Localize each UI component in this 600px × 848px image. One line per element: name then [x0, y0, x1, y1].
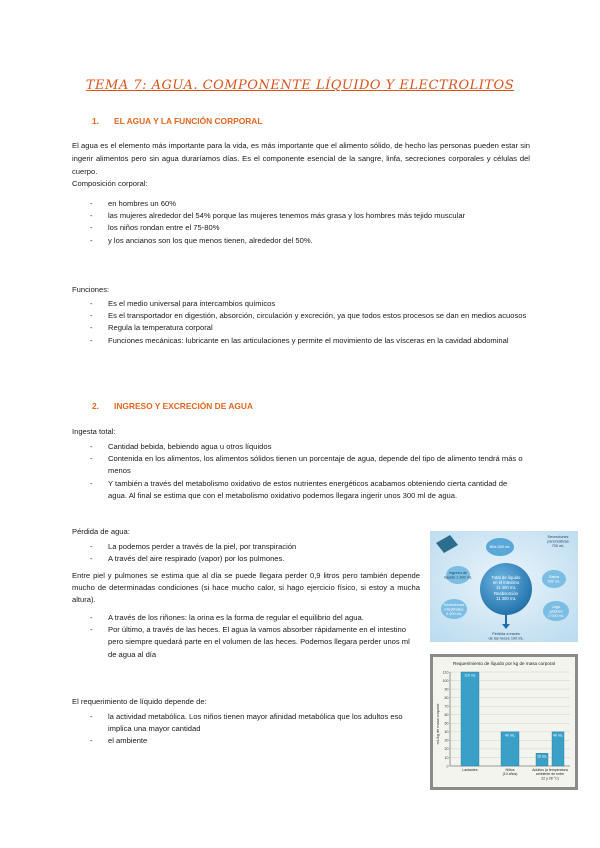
- loss-list: [90, 541, 420, 565]
- list-item: - Y también a través del metabolismo oxidativo de estos nutrientes energéticos acabamos obteniendo cierta cantidad de agua. Al final se estima que con el metabolismo oxidativo podemos llegara ingerir unos 300 ml de agua.: [90, 478, 528, 502]
- fluid-requirement-chart: [430, 654, 578, 790]
- loss-label: Pérdida de agua:: [72, 527, 130, 536]
- intake-list: [90, 441, 528, 502]
- section-1-number: 1.: [92, 116, 99, 126]
- y-tick-label: 60: [444, 713, 449, 718]
- intestinal-label: Secreciones: [443, 603, 465, 607]
- saliva-label: Saliva: [548, 575, 560, 579]
- x-category-label: (10 años): [502, 772, 518, 777]
- y-tick-label: 40: [444, 730, 449, 735]
- list-item: - Contenida en los alimentos, los alimentos sólidos tienen un porcentaje de agua, depende del tipo de alimento tendrá más o menos: [90, 453, 528, 477]
- bar-value-label: 40 mL: [553, 733, 563, 738]
- page-title: TEMA 7: AGUA. COMPONENTE LÍQUIDO Y ELECTROLITOS: [85, 78, 515, 93]
- functions-label: Funciones:: [72, 285, 110, 294]
- section-1-title: EL AGUA Y LA FUNCIÓN CORPORAL: [114, 116, 263, 126]
- x-category-label: Lactantes: [462, 768, 478, 772]
- functions-list: [90, 298, 528, 347]
- loss-list-2: [90, 612, 420, 661]
- requirement-list: [90, 711, 420, 748]
- center-line: Total de líquido: [491, 575, 521, 580]
- section-2-heading: [92, 401, 253, 411]
- y-tick-label: 100: [442, 678, 449, 683]
- center-line: en el intestino: [492, 580, 520, 585]
- intestinal-label: 3 000 mL: [446, 612, 462, 616]
- list-item: - La podemos perder a través de la piel, por transpiración: [90, 541, 420, 553]
- gastric-label: 2 000 mL: [548, 614, 564, 618]
- loss-label: de las heces 100 mL: [488, 636, 524, 641]
- bar-value-label: 110 mL: [464, 673, 476, 678]
- list-item: - A través del aire respirado (vapor) por los pulmones.: [90, 553, 420, 565]
- list-item: - Por último, a través de las heces. El agua la vamos absorber rápidamente en el intestino pero siempre quedará parte en el volumen de las heces. Podemos llegara perder unos ml de agua al día: [90, 624, 420, 661]
- saliva-label: 500 mL: [547, 579, 561, 584]
- y-tick-label: 80: [444, 695, 449, 700]
- y-tick-label: 20: [444, 747, 449, 752]
- intestinal-fluid-diagram: [430, 531, 578, 642]
- list-item: - Es el medio universal para intercambios químicos: [90, 298, 528, 310]
- center-line: 11 400 mL: [496, 585, 516, 590]
- list-item: - Cantidad bebida, bebiendo agua u otros líquidos: [90, 441, 528, 453]
- gastric-label: gástrico: [549, 609, 563, 614]
- list-item: - A través de los riñones: la orina es la forma de regular el equilibrio del agua.: [90, 612, 420, 624]
- y-tick-label: 70: [444, 704, 449, 709]
- loss-label: Pérdida a través: [492, 632, 520, 636]
- y-tick-label: 10: [444, 755, 449, 760]
- bar-value-label: 40 mL: [505, 733, 515, 738]
- loss-paragraph: Entre piel y pulmones se estima que al día se puede llegara perder 0,9 litros pero también depende mucho de determinadas condiciones (si hace mucho calor, si hago ejercicio físico, si estoy a mucha altura).: [72, 571, 420, 605]
- list-item: - los niños rondan entre el 75-80%: [90, 222, 528, 234]
- list-item: - Regula la temperatura corporal: [90, 322, 528, 334]
- y-tick-label: 90: [444, 687, 449, 692]
- pancreatic-label: pancreáticas: [547, 539, 569, 544]
- center-line: Reabsorción: [493, 591, 519, 596]
- bile-label: Bilis 500 mL: [489, 545, 511, 549]
- x-category-label: ambiente de entre: [535, 772, 565, 777]
- list-item: - el ambiente: [90, 735, 420, 747]
- intestinal-label: intestinales: [444, 607, 464, 612]
- list-item: - las mujeres alrededor del 54% porque las mujeres tenemos más grasa y los hombres más tejido muscular: [90, 210, 528, 222]
- list-item: - la actividad metabólica. Los niños tienen mayor afinidad metabólica que los adultos eso implica una mayor cantidad: [90, 711, 420, 735]
- list-item: - Es el transportador en digestión, absorción, circulación y excreción, ya que todos estos procesos se dan en medios acuosos: [90, 310, 528, 322]
- y-tick-label: 30: [444, 738, 449, 743]
- center-line: 11 300 mL: [496, 596, 516, 601]
- bar: [461, 672, 479, 766]
- bar-value-label: 15 mL: [537, 754, 547, 759]
- composition-list: [90, 198, 528, 247]
- gastric-label: Jugo: [551, 605, 561, 609]
- x-category-label: Adultos (a temperatura: [532, 768, 568, 772]
- ingest-label: Ingreso de: [449, 571, 467, 575]
- section-2-number: 2.: [92, 401, 99, 411]
- x-category-label: Niños: [505, 768, 515, 772]
- composition-label: Composición corporal:: [72, 179, 148, 188]
- intake-label: Ingesta total:: [72, 427, 116, 436]
- section-2-title: INGRESO Y EXCRECIÓN DE AGUA: [114, 401, 253, 411]
- list-item: - Funciones mecánicas: lubricante en las articulaciones y permite el movimiento de las vísceras en la cavidad abdominal: [90, 335, 528, 347]
- pancreatic-label: 700 mL: [551, 544, 565, 548]
- chart-title: Requerimiento de líquido por kg de masa corporal: [453, 661, 555, 666]
- y-tick-label: 0: [446, 764, 449, 769]
- section-1-heading: [92, 116, 262, 126]
- y-tick-label: 110: [442, 670, 449, 675]
- y-tick-label: 50: [444, 721, 449, 726]
- ingest-label: líquido 1 300 mL: [443, 575, 473, 580]
- list-item: - y los ancianos son los que menos tienen, alrededor del 50%.: [90, 235, 528, 247]
- y-axis-label: mL/kg de masa corporal: [436, 703, 440, 745]
- x-category-label: 22 y 28 °C): [541, 776, 559, 781]
- pancreatic-label: Secreciones: [547, 535, 569, 539]
- list-item: - en hombres un 60%: [90, 198, 528, 210]
- section-1-intro: El agua es el elemento más importante para la vida, es más importante que el alimento sólido, de hecho las personas pueden estar sin ingerir alimentos pero sin agua duraríamos días. Es el componente esencial de la sangre, linfa, secreciones corporales y células del cuerpo.: [72, 141, 530, 176]
- requirement-label: El requerimiento de líquido depende de:: [72, 697, 207, 706]
